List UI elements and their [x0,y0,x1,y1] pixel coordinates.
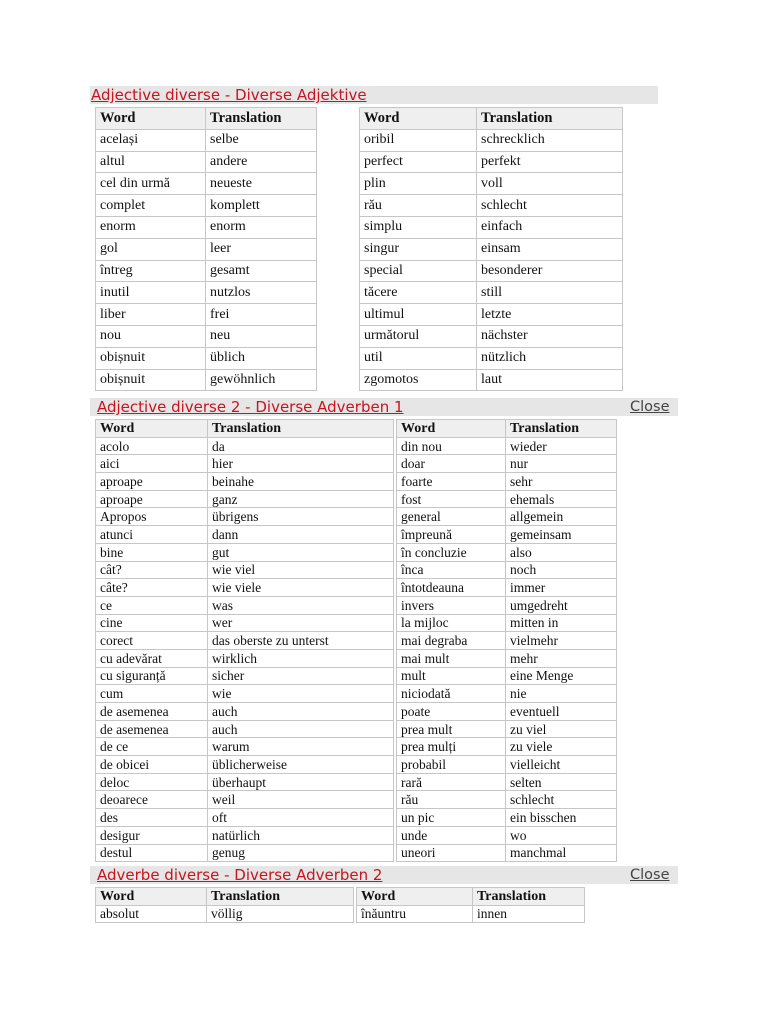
translation-cell: völlig [207,905,354,923]
translation-cell: ganz [208,490,394,508]
table-row [96,773,394,791]
table-row [96,173,317,195]
section-3-title[interactable]: Adverbe diverse - Diverse Adverben 2 [97,866,383,884]
translation-cell: nur [506,455,617,473]
column-header-word: Word [96,108,206,130]
table-row [96,151,317,173]
table-header-row [357,888,585,906]
word-cell: absolut [96,905,207,923]
translation-cell: was [208,596,394,614]
translation-cell: das oberste zu unterst [208,632,394,650]
table-row [397,473,617,491]
word-cell: plin [360,173,477,195]
table-row [397,543,617,561]
table-row [397,844,617,862]
word-cell: prea mulți [397,738,506,756]
translation-cell: gut [208,543,394,561]
column-header-word: Word [96,888,207,906]
translation-cell: da [208,437,394,455]
translation-cell: wirklich [208,649,394,667]
table-row [397,561,617,579]
translation-cell: warum [208,738,394,756]
table-row [96,720,394,738]
translation-cell: weil [208,791,394,809]
table-row [360,238,623,260]
translation-cell: gewöhnlich [206,369,317,391]
table-row [360,369,623,391]
word-cell: cine [96,614,208,632]
word-cell: acolo [96,437,208,455]
word-cell: enorm [96,216,206,238]
word-cell: înăuntru [357,905,473,923]
table-row [360,129,623,151]
word-cell: fost [397,490,506,508]
table-row [397,667,617,685]
table-row [397,632,617,650]
table-row [96,596,394,614]
translation-cell: neu [206,325,317,347]
word-cell: de ce [96,738,208,756]
translation-cell: wie viel [208,561,394,579]
translation-cell: auch [208,720,394,738]
column-header-word: Word [96,420,208,438]
translation-cell: genug [208,844,394,862]
table-row [96,649,394,667]
section-3-close-link[interactable]: Close [630,867,670,883]
column-header-translation: Translation [207,888,354,906]
word-cell: cu siguranță [96,667,208,685]
word-cell: cu adevărat [96,649,208,667]
table-row [96,738,394,756]
table-row [96,129,317,151]
table-row [96,369,317,391]
translation-cell: auch [208,703,394,721]
word-cell: singur [360,238,477,260]
word-cell: liber [96,304,206,326]
table-row [96,437,394,455]
table-row [397,703,617,721]
word-cell: tăcere [360,282,477,304]
section-2-title[interactable]: Adjective diverse 2 - Diverse Adverben 1 [97,398,404,416]
translation-cell: nächster [477,325,623,347]
word-cell: un pic [397,809,506,827]
word-cell: același [96,129,206,151]
table-row [360,173,623,195]
table-row [96,473,394,491]
word-cell: ultimul [360,304,477,326]
table-row [360,304,623,326]
table-row [96,455,394,473]
translation-cell: wer [208,614,394,632]
word-cell: oribil [360,129,477,151]
word-cell: foarte [397,473,506,491]
word-cell: rău [397,791,506,809]
table-row [397,508,617,526]
translation-cell: wo [506,826,617,844]
section-2-table-left [95,419,394,862]
table-row [360,282,623,304]
word-cell: aproape [96,490,208,508]
word-cell: în concluzie [397,543,506,561]
word-cell: întreg [96,260,206,282]
column-header-translation: Translation [473,888,585,906]
word-cell: des [96,809,208,827]
word-cell: obișnuit [96,369,206,391]
translation-cell: still [477,282,623,304]
table-row [96,667,394,685]
word-cell: rău [360,195,477,217]
translation-cell: oft [208,809,394,827]
table-row [96,809,394,827]
column-header-translation: Translation [477,108,623,130]
translation-cell: einfach [477,216,623,238]
column-header-word: Word [357,888,473,906]
word-cell: din nou [397,437,506,455]
word-cell: ce [96,596,208,614]
table-row [397,809,617,827]
table-row [96,347,317,369]
section-1-table-left [95,107,317,391]
table-row [96,325,317,347]
translation-cell: noch [506,561,617,579]
table-row [96,216,317,238]
section-3-table-left [95,887,354,923]
translation-cell: selten [506,773,617,791]
word-cell: poate [397,703,506,721]
translation-cell: vielmehr [506,632,617,650]
table-row [96,282,317,304]
translation-cell: überhaupt [208,773,394,791]
word-cell: util [360,347,477,369]
column-header-translation: Translation [206,108,317,130]
translation-cell: ein bisschen [506,809,617,827]
word-cell: altul [96,151,206,173]
table-row [96,791,394,809]
table-row [96,844,394,862]
translation-cell: wie viele [208,579,394,597]
word-cell: doar [397,455,506,473]
translation-cell: andere [206,151,317,173]
word-cell: cel din urmă [96,173,206,195]
table-row [397,526,617,544]
word-cell: împreună [397,526,506,544]
translation-cell: besonderer [477,260,623,282]
section-1-title[interactable]: Adjective diverse - Diverse Adjektive [91,86,367,104]
translation-cell: leer [206,238,317,260]
table-row [397,720,617,738]
table-row [96,490,394,508]
word-cell: bine [96,543,208,561]
word-cell: de asemenea [96,720,208,738]
translation-cell: einsam [477,238,623,260]
translation-cell: hier [208,455,394,473]
table-row [397,649,617,667]
translation-cell: umgedreht [506,596,617,614]
word-cell: corect [96,632,208,650]
translation-cell: vielleicht [506,756,617,774]
table-row [96,579,394,597]
table-row [397,826,617,844]
translation-cell: wieder [506,437,617,455]
section-2-close-link[interactable]: Close [630,399,670,415]
word-cell: mai degraba [397,632,506,650]
word-cell: inutil [96,282,206,304]
table-row [360,151,623,173]
table-row [397,685,617,703]
table-row [96,543,394,561]
table-row [397,791,617,809]
word-cell: perfect [360,151,477,173]
translation-cell: innen [473,905,585,923]
table-row [397,756,617,774]
translation-cell: allgemein [506,508,617,526]
translation-cell: frei [206,304,317,326]
word-cell: rară [397,773,506,791]
column-header-word: Word [360,108,477,130]
table-row [397,490,617,508]
translation-cell: also [506,543,617,561]
translation-cell: zu viel [506,720,617,738]
translation-cell: beinahe [208,473,394,491]
table-row [397,738,617,756]
translation-cell: wie [208,685,394,703]
table-row [360,195,623,217]
word-cell: Apropos [96,508,208,526]
word-cell: atunci [96,526,208,544]
column-header-translation: Translation [208,420,394,438]
word-cell: obișnuit [96,347,206,369]
word-cell: întotdeauna [397,579,506,597]
translation-cell: laut [477,369,623,391]
translation-cell: nie [506,685,617,703]
translation-cell: eine Menge [506,667,617,685]
translation-cell: üblicherweise [208,756,394,774]
section-3-table-right [356,887,585,923]
word-cell: invers [397,596,506,614]
word-cell: desigur [96,826,208,844]
table-row [397,455,617,473]
table-header-row [96,108,317,130]
translation-cell: ehemals [506,490,617,508]
table-row [96,632,394,650]
table-row [96,304,317,326]
table-row [96,561,394,579]
table-row [96,195,317,217]
table-row [96,826,394,844]
translation-cell: schlecht [506,791,617,809]
translation-cell: nutzlos [206,282,317,304]
word-cell: deloc [96,773,208,791]
table-row [96,260,317,282]
word-cell: aici [96,455,208,473]
translation-cell: nützlich [477,347,623,369]
word-cell: mult [397,667,506,685]
word-cell: câte? [96,579,208,597]
translation-cell: voll [477,173,623,195]
word-cell: special [360,260,477,282]
word-cell: prea mult [397,720,506,738]
translation-cell: schlecht [477,195,623,217]
section-1-table-right [359,107,623,391]
table-row [96,905,354,923]
word-cell: uneori [397,844,506,862]
translation-cell: mehr [506,649,617,667]
word-cell: gol [96,238,206,260]
word-cell: următorul [360,325,477,347]
table-row [360,325,623,347]
word-cell: zgomotos [360,369,477,391]
word-cell: destul [96,844,208,862]
table-header-row [96,420,394,438]
word-cell: cum [96,685,208,703]
table-header-row [360,108,623,130]
word-cell: înca [397,561,506,579]
word-cell: general [397,508,506,526]
table-row [397,614,617,632]
word-cell: simplu [360,216,477,238]
translation-cell: neueste [206,173,317,195]
translation-cell: üblich [206,347,317,369]
translation-cell: immer [506,579,617,597]
translation-cell: manchmal [506,844,617,862]
table-header-row [397,420,617,438]
table-row [96,238,317,260]
word-cell: probabil [397,756,506,774]
table-row [397,773,617,791]
table-row [360,260,623,282]
column-header-word: Word [397,420,506,438]
translation-cell: gemeinsam [506,526,617,544]
word-cell: de obicei [96,756,208,774]
translation-cell: sicher [208,667,394,685]
word-cell: aproape [96,473,208,491]
word-cell: nou [96,325,206,347]
word-cell: de asemenea [96,703,208,721]
section-2-table-right [396,419,617,862]
translation-cell: perfekt [477,151,623,173]
table-row [397,437,617,455]
translation-cell: dann [208,526,394,544]
translation-cell: selbe [206,129,317,151]
table-row [397,579,617,597]
translation-cell: eventuell [506,703,617,721]
table-header-row [96,888,354,906]
table-row [96,614,394,632]
translation-cell: sehr [506,473,617,491]
word-cell: la mijloc [397,614,506,632]
translation-cell: mitten in [506,614,617,632]
column-header-translation: Translation [506,420,617,438]
translation-cell: natürlich [208,826,394,844]
translation-cell: übrigens [208,508,394,526]
word-cell: niciodată [397,685,506,703]
table-row [96,703,394,721]
table-row [360,216,623,238]
word-cell: deoarece [96,791,208,809]
table-row [96,526,394,544]
word-cell: complet [96,195,206,217]
translation-cell: letzte [477,304,623,326]
translation-cell: schrecklich [477,129,623,151]
word-cell: cât? [96,561,208,579]
translation-cell: gesamt [206,260,317,282]
translation-cell: komplett [206,195,317,217]
translation-cell: enorm [206,216,317,238]
table-row [397,596,617,614]
table-row [357,905,585,923]
translation-cell: zu viele [506,738,617,756]
word-cell: unde [397,826,506,844]
table-row [96,508,394,526]
table-row [96,685,394,703]
word-cell: mai mult [397,649,506,667]
table-row [360,347,623,369]
table-row [96,756,394,774]
